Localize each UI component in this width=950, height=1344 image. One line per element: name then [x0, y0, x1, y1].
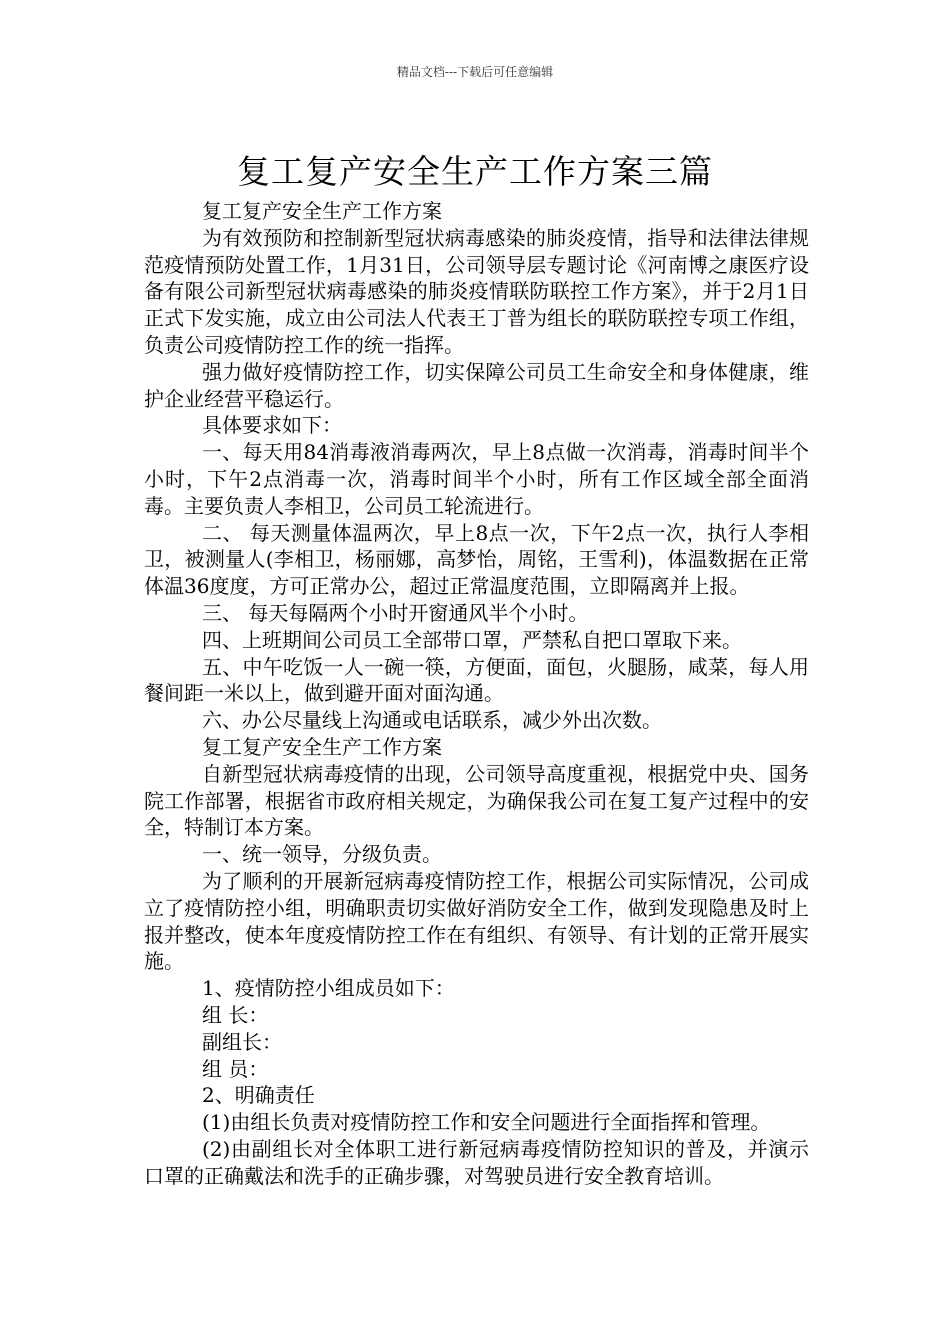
paragraph: 组 长： [202, 1002, 269, 1027]
paragraph: 为了顺利的开展新冠病毒疫情防控工作，根据公司实际情况，公司成立了疫情防控小组，明确职责切实做好消防安全工作，做到发现隐患及时上报并整改，使本年度疫情防控工作在有组织、有领导、有计划的正常开展实施。 [144, 868, 809, 974]
document-body [144, 198, 809, 1189]
paragraph: 一、统一领导，分级负责。 [202, 842, 442, 867]
paragraph: 六、办公尽量线上沟通或电话联系，减少外出次数。 [202, 708, 662, 733]
paragraph: 强力做好疫情防控工作，切实保障公司员工生命安全和身体健康，维护企业经营平稳运行。 [144, 359, 809, 411]
paragraph: 三、 每天每隔两个小时开窗通风半个小时。 [202, 600, 589, 625]
paragraph: 为有效预防和控制新型冠状病毒感染的肺炎疫情，指导和法律法律规范疫情预防处置工作，1月31日，公司领导层专题讨论《河南博之康医疗设备有限公司新型冠状病毒感染的肺炎疫情联防联控工作方案》，并于2月1日正式下发实施，成立由公司法人代表王丁普为组长的联防联控专项工作组，负责公司疫情防控工作的统一指挥。 [144, 225, 809, 357]
paragraph: 二、 每天测量体温两次，早上8点一次，下午2点一次，执行人李相卫，被测量人(李相卫，杨丽娜，高梦怡，周铭，王雪利)，体温数据在正常体温36度度，方可正常办公，超过正常温度范围，立即隔离并上报。 [144, 520, 809, 599]
paragraph: 1、疫情防控小组成员如下： [202, 976, 455, 1001]
paragraph: 具体要求如下： [202, 413, 342, 438]
paragraph: 五、中午吃饭一人一碗一筷，方便面，面包，火腿肠，咸菜，每人用餐间距一米以上，做到避开面对面沟通。 [144, 654, 809, 706]
paragraph: 四、上班期间公司员工全部带口罩，严禁私自把口罩取下来。 [202, 627, 742, 652]
paragraph: 复工复产安全生产工作方案 [202, 199, 442, 223]
paragraph: 自新型冠状病毒疫情的出现，公司领导高度重视，根据党中央、国务院工作部署，根据省市政府相关规定，为确保我公司在复工复产过程中的安全，特制订本方案。 [144, 761, 809, 840]
paragraph: 2、明确责任 [202, 1083, 315, 1108]
paragraph: (1)由组长负责对疫情防控工作和安全问题进行全面指挥和管理。 [202, 1110, 771, 1135]
paragraph: 复工复产安全生产工作方案 [202, 734, 442, 759]
paragraph: 组 员： [202, 1056, 269, 1081]
paragraph: 一、每天用84消毒液消毒两次，早上8点做一次消毒，消毒时间半个小时，下午2点消毒一次，消毒时间半个小时，所有工作区域全部全面消毒。主要负责人李相卫，公司员工轮流进行。 [144, 440, 809, 518]
paragraph: 副组长： [202, 1029, 282, 1054]
header-watermark: 精品文档---下载后可任意编辑 [396, 65, 554, 79]
paragraph: (2)由副组长对全体职工进行新冠病毒疫情防控知识的普及，并演示口罩的正确戴法和洗手的正确步骤，对驾驶员进行安全教育培训。 [144, 1136, 809, 1188]
document-title: 复工复产安全生产工作方案三篇 [237, 152, 713, 192]
